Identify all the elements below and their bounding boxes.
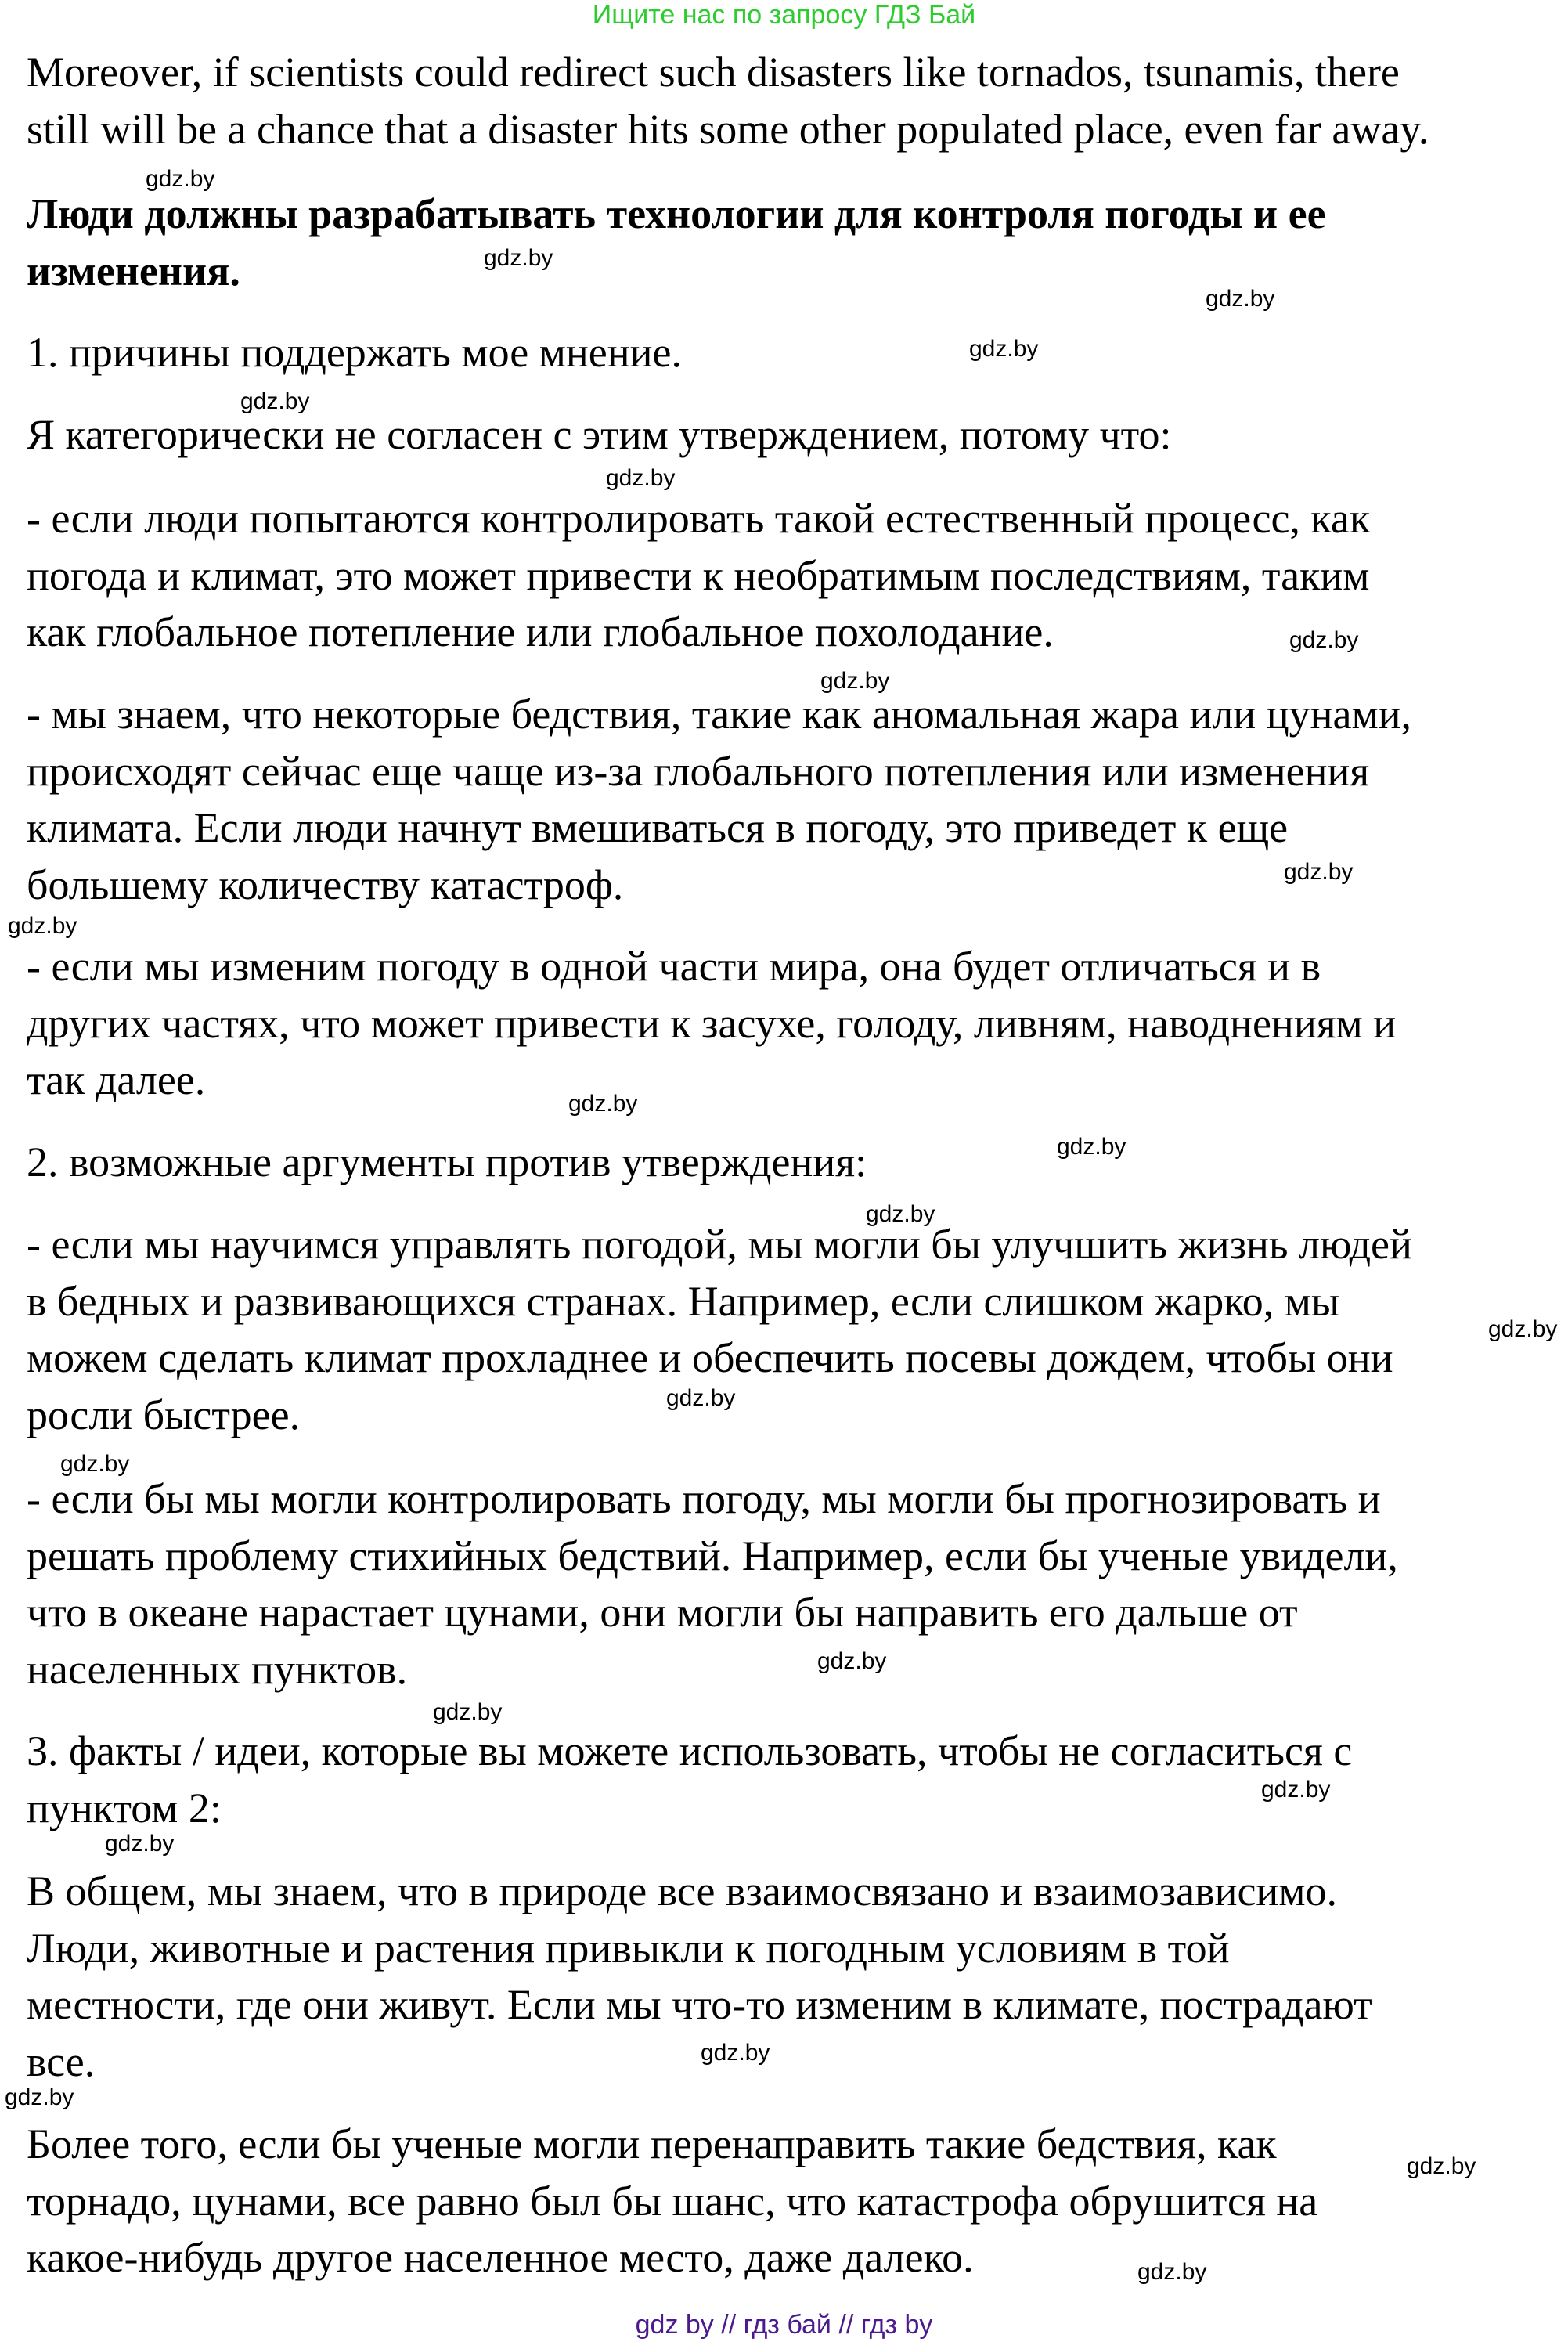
text-line: В общем, мы знаем, что в природе все взаимосвязано и взаимозависимо. bbox=[27, 1867, 1337, 1914]
opinion-intro bbox=[27, 406, 1172, 464]
text-line: что в океане нарастает цунами, они могли бы направить его дальше от bbox=[27, 1589, 1298, 1636]
text-line: других частях, что может привести к засухе, голоду, ливням, наводнениям и bbox=[27, 999, 1397, 1047]
text-line: росли быстрее. bbox=[27, 1391, 301, 1438]
watermark: gdz.by bbox=[1407, 2153, 1476, 2179]
watermark: gdz.by bbox=[240, 388, 310, 414]
english-paragraph bbox=[27, 44, 1429, 157]
text-line: Moreover, if scientists could redirect such disasters like tornados, tsunamis, there bbox=[27, 49, 1400, 96]
text-line: 2. возможные аргументы против утверждения: bbox=[27, 1139, 867, 1185]
section-2-heading bbox=[27, 1134, 867, 1191]
text-line: still will be a chance that a disaster hits some other populated place, even far away. bbox=[27, 105, 1429, 153]
text-line: местности, где они живут. Если мы что-то изменим в климате, пострадают bbox=[27, 1981, 1372, 2028]
watermark: gdz.by bbox=[484, 245, 553, 271]
text-line: как глобальное потепление или глобальное похолодание. bbox=[27, 608, 1054, 655]
text-line: погода и климат, это может привести к необратимым последствиям, таким bbox=[27, 551, 1370, 599]
section-1-heading bbox=[27, 324, 682, 381]
counter-idea-1 bbox=[27, 1863, 1372, 2090]
text-line: Люди должны разрабатывать технологии для контроля погоды и ее bbox=[27, 190, 1326, 237]
text-line: так далее. bbox=[27, 1056, 206, 1103]
text-line: в бедных и развивающихся странах. Например, если слишком жарко, мы bbox=[27, 1277, 1340, 1325]
watermark: gdz.by bbox=[1488, 1316, 1558, 1342]
watermark: gdz.by bbox=[1137, 2259, 1207, 2285]
watermark: gdz.by bbox=[568, 1091, 638, 1117]
text-line: - мы знаем, что некоторые бедствия, такие как аномальная жара или цунами, bbox=[27, 691, 1412, 738]
text-line: большему количеству катастроф. bbox=[27, 861, 624, 908]
argument-2 bbox=[27, 1471, 1398, 1698]
watermark: gdz.by bbox=[606, 465, 676, 491]
watermark: gdz.by bbox=[1261, 1777, 1331, 1803]
text-line: Я категорически не согласен с этим утверждением, потому что: bbox=[27, 411, 1172, 458]
watermark: gdz.by bbox=[60, 1451, 130, 1477]
watermark: gdz.by bbox=[1284, 859, 1354, 885]
text-line: 3. факты / идеи, которые вы можете использовать, чтобы не согласиться с bbox=[27, 1727, 1353, 1774]
text-line: 1. причины поддержать мое мнение. bbox=[27, 329, 682, 376]
watermark: gdz.by bbox=[666, 1385, 736, 1411]
task-heading bbox=[27, 186, 1326, 299]
watermark: gdz.by bbox=[866, 1201, 935, 1227]
section-3-heading bbox=[27, 1723, 1352, 1836]
watermark: gdz.by bbox=[701, 2040, 770, 2066]
text-line: - если мы изменим погоду в одной части мира, она будет отличаться и в bbox=[27, 943, 1321, 990]
watermark: gdz.by bbox=[820, 668, 890, 694]
text-line: Люди, животные и растения привыкли к погодным условиям в той bbox=[27, 1924, 1230, 1972]
watermark: gdz.by bbox=[817, 1648, 887, 1674]
watermark: gdz.by bbox=[105, 1831, 175, 1857]
watermark: gdz.by bbox=[5, 2084, 74, 2110]
watermark: gdz.by bbox=[969, 336, 1039, 362]
text-line: какое-нибудь другое населенное место, даже далеко. bbox=[27, 2234, 974, 2281]
text-line: можем сделать климат прохладнее и обеспечить посевы дождем, чтобы они bbox=[27, 1334, 1393, 1381]
counter-idea-2 bbox=[27, 2116, 1317, 2286]
reason-1 bbox=[27, 490, 1370, 661]
search-hint-header: Ищите нас по запросу ГДЗ Бай bbox=[592, 0, 976, 30]
text-line: все. bbox=[27, 2037, 96, 2085]
watermark: gdz.by bbox=[433, 1699, 503, 1725]
watermark: gdz.by bbox=[1057, 1134, 1126, 1160]
text-line: - если бы мы могли контролировать погоду, мы могли бы прогнозировать и bbox=[27, 1475, 1381, 1522]
text-line: - если люди попытаются контролировать такой естественный процесс, как bbox=[27, 495, 1371, 542]
watermark: gdz.by bbox=[146, 166, 215, 192]
watermark: gdz.by bbox=[1289, 627, 1359, 653]
watermark: gdz.by bbox=[1206, 286, 1275, 312]
text-line: решать проблему стихийных бедствий. Например, если бы ученые увидели, bbox=[27, 1532, 1398, 1579]
text-line: пунктом 2: bbox=[27, 1784, 222, 1831]
text-line: климата. Если люди начнут вмешиваться в погоду, это приведет к еще bbox=[27, 804, 1289, 851]
footer-links: gdz by // гдз бай // гдз by bbox=[635, 2310, 933, 2340]
text-line: происходят сейчас еще чаще из-за глобального потепления или изменения bbox=[27, 747, 1370, 795]
text-line: торнадо, цунами, все равно был бы шанс, что катастрофа обрушится на bbox=[27, 2177, 1318, 2225]
text-line: Более того, если бы ученые могли перенаправить такие бедствия, как bbox=[27, 2120, 1277, 2167]
reason-2 bbox=[27, 686, 1411, 913]
text-line: изменения. bbox=[27, 247, 240, 294]
watermark: gdz.by bbox=[8, 913, 77, 939]
text-line: населенных пунктов. bbox=[27, 1645, 408, 1693]
text-line: - если мы научимся управлять погодой, мы могли бы улучшить жизнь людей bbox=[27, 1221, 1412, 1268]
reason-3 bbox=[27, 938, 1396, 1109]
